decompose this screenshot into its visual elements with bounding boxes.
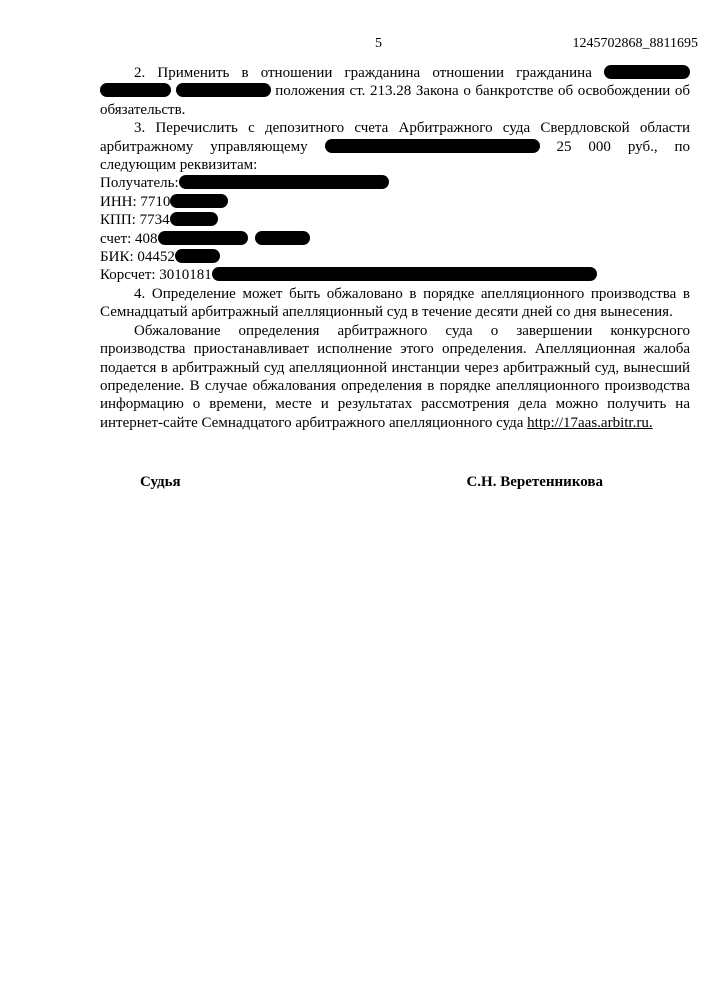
- requisite-label: счет: 408: [100, 230, 158, 247]
- requisite-label: ИНН: 7710: [100, 193, 171, 210]
- paragraph-text: 3. Перечислить с депозитного счета Арбитражного суда Свердловской области арбитражному управляющему: [100, 120, 690, 155]
- requisite-corr-account: [100, 266, 690, 284]
- requisite-bik: [100, 248, 690, 266]
- page-number: 5: [375, 36, 382, 51]
- paragraph-text: 2. Применить в отношении гражданина отношении гражданина: [134, 65, 592, 81]
- requisite-kpp: [100, 211, 690, 229]
- document-id: 1245702868_8811695: [572, 36, 698, 51]
- requisite-account: [100, 230, 690, 248]
- redaction-box: [100, 83, 171, 97]
- redaction-box: [179, 175, 389, 189]
- redaction-box: [158, 231, 248, 245]
- paragraph-transfer-funds: [100, 119, 690, 174]
- requisite-label: Получатель:: [100, 175, 179, 192]
- judge-label: Судья: [140, 474, 181, 491]
- requisite-recipient: [100, 174, 690, 192]
- redaction-box: [255, 231, 310, 245]
- judge-name: С.Н. Веретенникова: [466, 474, 603, 491]
- page-header: [0, 36, 707, 54]
- paragraph-text: 25 000 руб., по следующим реквизитам:: [100, 138, 691, 174]
- paragraph-appeal-procedure: [100, 322, 690, 432]
- document-body: [100, 64, 690, 492]
- signature-row: [100, 473, 690, 491]
- paragraph-text: Обжалование определения арбитражного суда о завершении конкурсного производства приостанавливает исполнение этого определения. Апелляционная жалоба подается в арбитражный суд апелляционной инстанции через арбитражный суд, вынесший определение. В случае обжалования определения в порядке апелляционного производства информацию о времени, месте и результатах рассмотрения дела можно получить на интернет-сайте Семнадцатого арбитражного апелляционного суда: [100, 322, 690, 431]
- paragraph-appeal-right: 4. Определение может быть обжаловано в порядке апелляционного производства в Семнадцатый арбитражный апелляционный суд в течение десяти дней со дня вынесения.: [100, 285, 690, 321]
- redaction-box: [604, 65, 690, 79]
- requisite-label: КПП: 7734: [100, 212, 170, 229]
- requisite-label: БИК: 04452: [100, 249, 175, 266]
- redaction-box: [170, 194, 228, 208]
- paragraph-apply-provisions: [100, 64, 690, 119]
- court-website-link[interactable]: http://17aas.arbitr.ru.: [527, 414, 653, 431]
- requisite-label: Корсчет: 3010181: [100, 267, 212, 284]
- redaction-box: [170, 212, 218, 226]
- redaction-box: [176, 83, 271, 97]
- redaction-box: [212, 267, 597, 281]
- paragraph-text: положения ст. 213.28 Закона о банкротстве об освобождении об обязательств.: [100, 83, 691, 118]
- requisite-inn: [100, 193, 690, 211]
- redaction-box: [325, 139, 540, 153]
- redaction-box: [175, 249, 220, 263]
